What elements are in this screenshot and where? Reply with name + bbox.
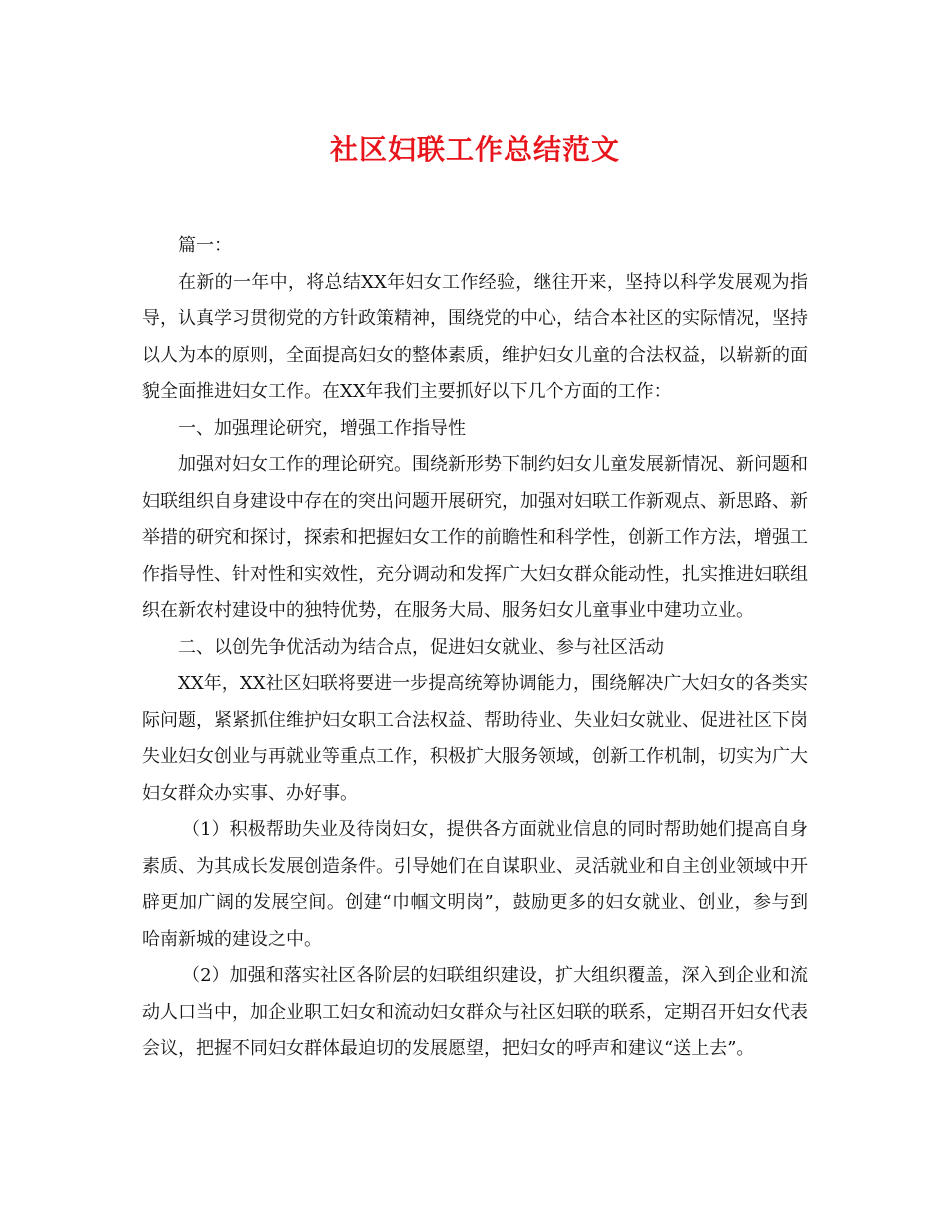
section-heading-2: 二、以创先争优活动为结合点，促进妇女就业、参与社区活动 — [178, 636, 664, 658]
list-item-2: （2）加强和落实社区各阶层的妇联组织建设，扩大组织覆盖，深入到企业和流动人口当中，加企业职工妇女和流动妇女群众与社区妇联的联系，定期召开妇女代表会议，把握不同妇女群体最迫切的发展愿望，把妇女的呼声和建议“送上去”。 — [142, 965, 808, 1059]
section-heading-1: 一、加强理论研究，增强工作指导性 — [178, 417, 466, 439]
section-label-part-one: 篇一： — [178, 235, 232, 256]
list-item-1: （1）积极帮助失业及待岗妇女，提供各方面就业信息的同时帮助她们提高自身素质、为其成长发展创造条件。引导她们在自谋职业、灵活就业和自主创业领域中开辟更加广阔的发展空间。创建“巾帼文明岗”，鼓励更多的妇女就业、创业，参与到哈南新城的建设之中。 — [142, 819, 808, 950]
document-title: 社区妇联工作总结范文 — [329, 133, 620, 166]
document-body — [142, 228, 808, 1068]
section-2-paragraph: XX年，XX社区妇联将要进一步提高统筹协调能力，围绕解决广大妇女的各类实际问题，紧紧抓住维护妇女职工合法权益、帮助待业、失业妇女就业、促进社区下岗失业妇女创业与再就业等重点工作，积极扩大服务领域，创新工作机制，切实为广大妇女群众办实事、办好事。 — [142, 673, 808, 804]
section-1-paragraph: 加强对妇女工作的理论研究。围绕新形势下制约妇女儿童发展新情况、新问题和妇联组织自身建设中存在的突出问题开展研究，加强对妇联工作新观点、新思路、新举措的研究和探讨，探索和把握妇女工作的前瞻性和科学性，创新工作方法，增强工作指导性、针对性和实效性，充分调动和发挥广大妇女群众能动性，扎实推进妇联组织在新农村建设中的独特优势，在服务大局、服务妇女儿童事业中建功立业。 — [142, 454, 808, 621]
intro-paragraph: 在新的一年中，将总结XX年妇女工作经验，继往开来，坚持以科学发展观为指导，认真学习贯彻党的方针政策精神，围绕党的中心，结合本社区的实际情况，坚持以人为本的原则，全面提高妇女的整体素质，维护妇女儿童的合法权益，以崭新的面貌全面推进妇女工作。在XX年我们主要抓好以下几个方面的工作： — [142, 271, 808, 402]
